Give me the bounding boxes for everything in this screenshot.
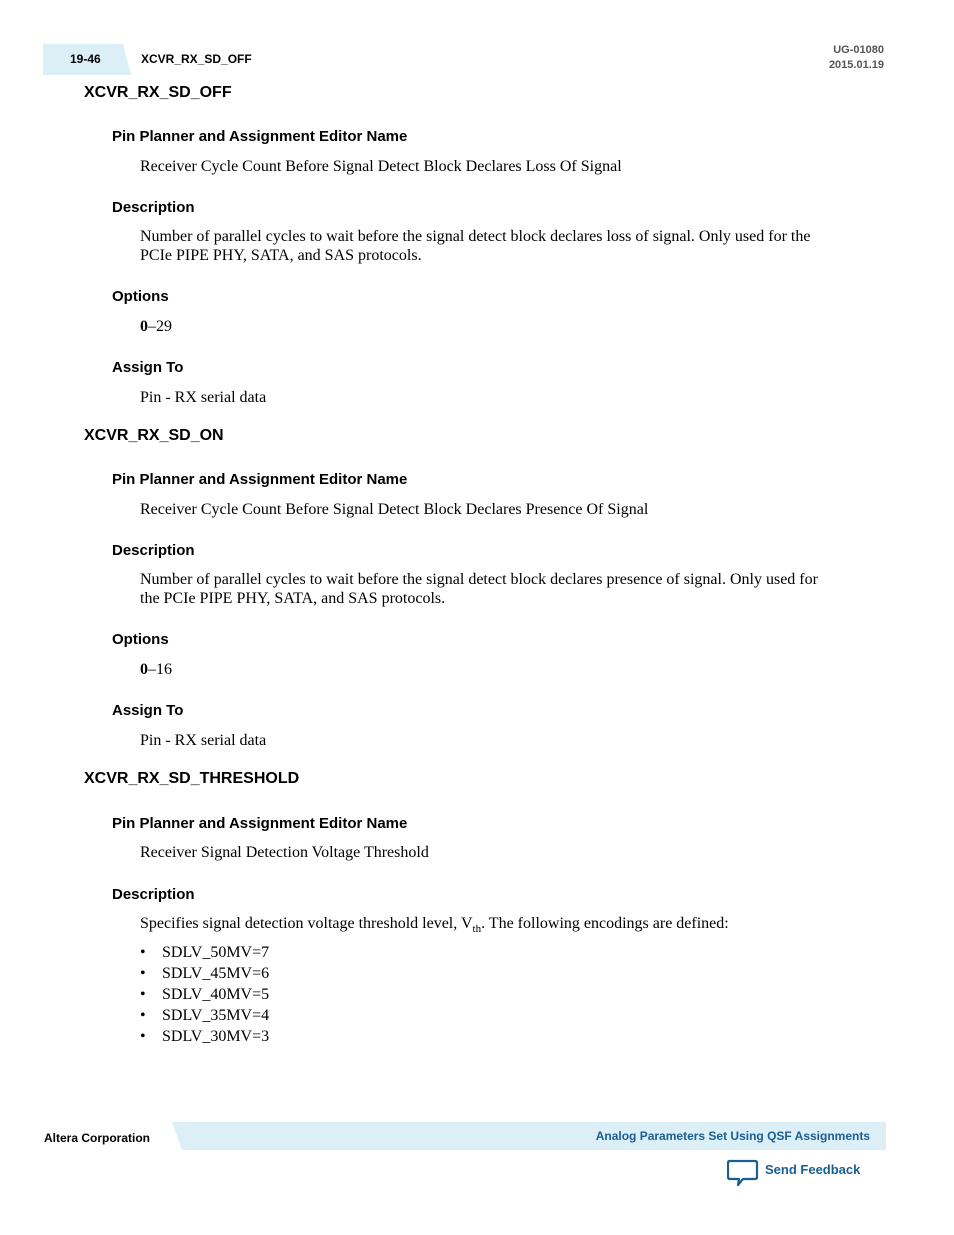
options-value xyxy=(140,317,865,336)
subheading-description: Description xyxy=(112,542,195,559)
encoding-value: SDLV_40MV=5 xyxy=(162,986,270,1003)
subheading-pin-planner: Pin Planner and Assignment Editor Name xyxy=(112,128,408,145)
description-prefix: Specifies signal detection voltage threshold level, V xyxy=(140,915,473,932)
encoding-value: SDLV_50MV=7 xyxy=(162,944,270,961)
pin-planner-value: Receiver Cycle Count Before Signal Detect Block Declares Loss Of Signal xyxy=(140,158,622,175)
bullet-glyph: • xyxy=(140,1028,146,1045)
section-title: XCVR_RX_SD_OFF xyxy=(84,84,232,101)
speech-bubble-icon[interactable] xyxy=(727,1158,759,1188)
bullet-glyph: • xyxy=(140,965,146,982)
pin-planner-value: Receiver Signal Detection Voltage Threshold xyxy=(140,844,429,861)
encodings-list xyxy=(140,942,269,1047)
list-item xyxy=(140,1005,269,1026)
list-item xyxy=(140,984,269,1005)
running-title: XCVR_RX_SD_OFF xyxy=(141,52,252,66)
description-suffix: . The following encodings are defined: xyxy=(481,915,729,932)
encoding-value: SDLV_30MV=3 xyxy=(162,1028,270,1045)
bullet-glyph: • xyxy=(140,986,146,1003)
options-value xyxy=(140,660,865,679)
pin-planner-value: Receiver Cycle Count Before Signal Detect Block Declares Presence Of Signal xyxy=(140,501,649,518)
section-title: XCVR_RX_SD_ON xyxy=(84,427,224,444)
description-line: Number of parallel cycles to wait before the signal detect block declares presence of signal. Only used for xyxy=(140,571,818,588)
options-range: –16 xyxy=(148,661,172,678)
page-number-tab xyxy=(43,44,131,75)
list-item xyxy=(140,1026,269,1047)
list-item xyxy=(140,963,269,984)
footer-section-link[interactable]: Analog Parameters Set Using QSF Assignments xyxy=(595,1129,870,1143)
subheading-options: Options xyxy=(112,631,169,648)
subheading-pin-planner: Pin Planner and Assignment Editor Name xyxy=(112,471,408,488)
options-default: 0 xyxy=(140,318,148,335)
assign-to-value: Pin - RX serial data xyxy=(140,389,267,406)
footer-company: Altera Corporation xyxy=(44,1131,151,1145)
encoding-value: SDLV_35MV=4 xyxy=(162,1007,270,1024)
description-text xyxy=(140,227,865,265)
options-range: –29 xyxy=(148,318,172,335)
description-text xyxy=(140,570,865,608)
description-line: Number of parallel cycles to wait before the signal detect block declares loss of signal. Only used for the xyxy=(140,228,811,245)
subheading-assign-to: Assign To xyxy=(112,702,184,719)
subheading-description: Description xyxy=(112,886,195,903)
document-id xyxy=(829,43,884,73)
subheading-assign-to: Assign To xyxy=(112,359,184,376)
encoding-value: SDLV_45MV=6 xyxy=(162,965,270,982)
options-default: 0 xyxy=(140,661,148,678)
description-text xyxy=(140,914,865,939)
bullet-glyph: • xyxy=(140,944,146,961)
list-item xyxy=(140,942,269,963)
description-subscript: th xyxy=(472,923,482,936)
subheading-description: Description xyxy=(112,199,195,216)
subheading-options: Options xyxy=(112,288,169,305)
send-feedback-link[interactable]: Send Feedback xyxy=(765,1162,861,1177)
description-line: PCIe PIPE PHY, SATA, and SAS protocols. xyxy=(140,247,422,264)
page-number: 19-46 xyxy=(70,52,101,66)
document-number: UG-01080 xyxy=(833,44,884,56)
document-date: 2015.01.19 xyxy=(828,59,884,71)
subheading-pin-planner: Pin Planner and Assignment Editor Name xyxy=(112,815,408,832)
bullet-glyph: • xyxy=(140,1007,146,1024)
description-line: the PCIe PIPE PHY, SATA, and SAS protocols. xyxy=(140,590,446,607)
section-title: XCVR_RX_SD_THRESHOLD xyxy=(84,770,300,787)
assign-to-value: Pin - RX serial data xyxy=(140,732,267,749)
